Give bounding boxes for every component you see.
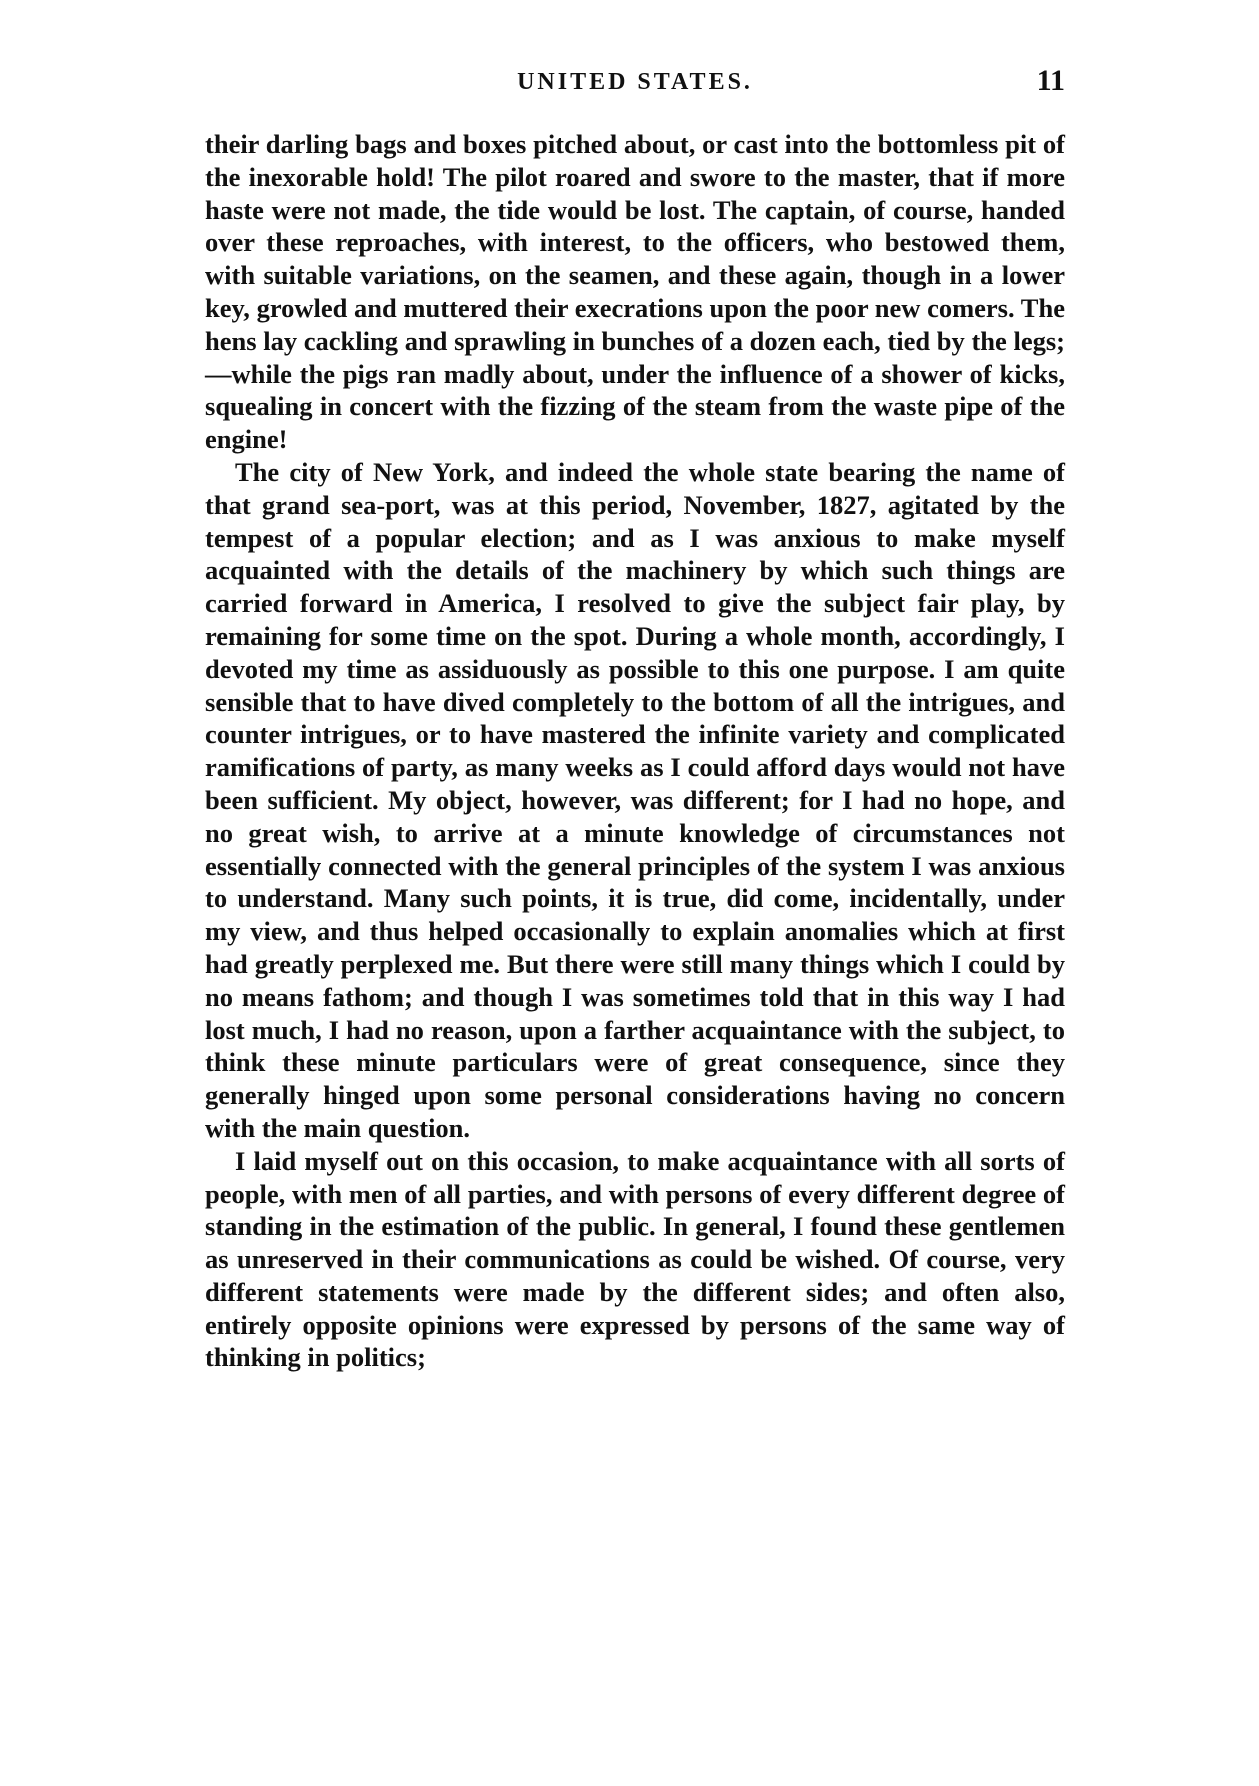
- running-head: [205, 65, 1065, 99]
- paragraph-acquaintance: I laid myself out on this occasion, to make acquaintance with all sorts of people, with men of all parties, and with persons of every different degree of standing in the estimation of the public. In general, I found these gentlemen as unreserved in their communications as could be wished. Of course, very different statements were made by the different sides; and often also, entirely opposite opinions were expressed by persons of the same way of thinking in politics;: [205, 1145, 1065, 1373]
- page-number: 11: [1036, 64, 1065, 97]
- body-text: [205, 128, 1065, 1374]
- running-title: UNITED STATES.: [517, 69, 753, 95]
- paragraph-continued: their darling bags and boxes pitched about, or cast into the bottomless pit of the inexorable hold! The pilot roared and swore to the master, that if more haste were not made, the tide would be lost. The captain, of course, handed over these reproaches, with interest, to the officers, who bestowed them, with suitable variations, on the seamen, and these again, though in a lower key, growled and muttered their execrations upon the poor new comers. The hens lay cackling and sprawling in bunches of a dozen each, tied by the legs;—while the pigs ran madly about, under the influence of a shower of kicks, squealing in concert with the fizzing of the steam from the waste pipe of the engine!: [205, 129, 1065, 455]
- paragraph-new-york-election: The city of New York, and indeed the whole state bearing the name of that grand sea-port, was at this period, November, 1827, agitated by the tempest of a popular election; and as I was anxious to make myself acquainted with the details of the machinery by which such things are carried forward in America, I resolved to give the subject fair play, by remaining for some time on the spot. During a whole month, accordingly, I devoted my time as assiduously as possible to this one purpose. I am quite sensible that to have dived completely to the bottom of all the intrigues, and counter intrigues, or to have mastered the infinite variety and complicated ramifications of party, as many weeks as I could afford days would not have been sufficient. My object, however, was different; for I had no hope, and no great wish, to arrive at a minute knowledge of circumstances not essentially connected with the general principles of the system I was anxious to understand. Many such points, it is true, did come, incidentally, under my view, and thus helped occasionally to explain anomalies which at first had greatly perplexed me. But there were still many things which I could by no means fathom; and though I was sometimes told that in this way I had lost much, I had no reason, upon a farther acquaintance with the subject, to think these minute particulars were of great consequence, since they generally hinged upon some personal considerations having no concern with the main question.: [205, 456, 1065, 1143]
